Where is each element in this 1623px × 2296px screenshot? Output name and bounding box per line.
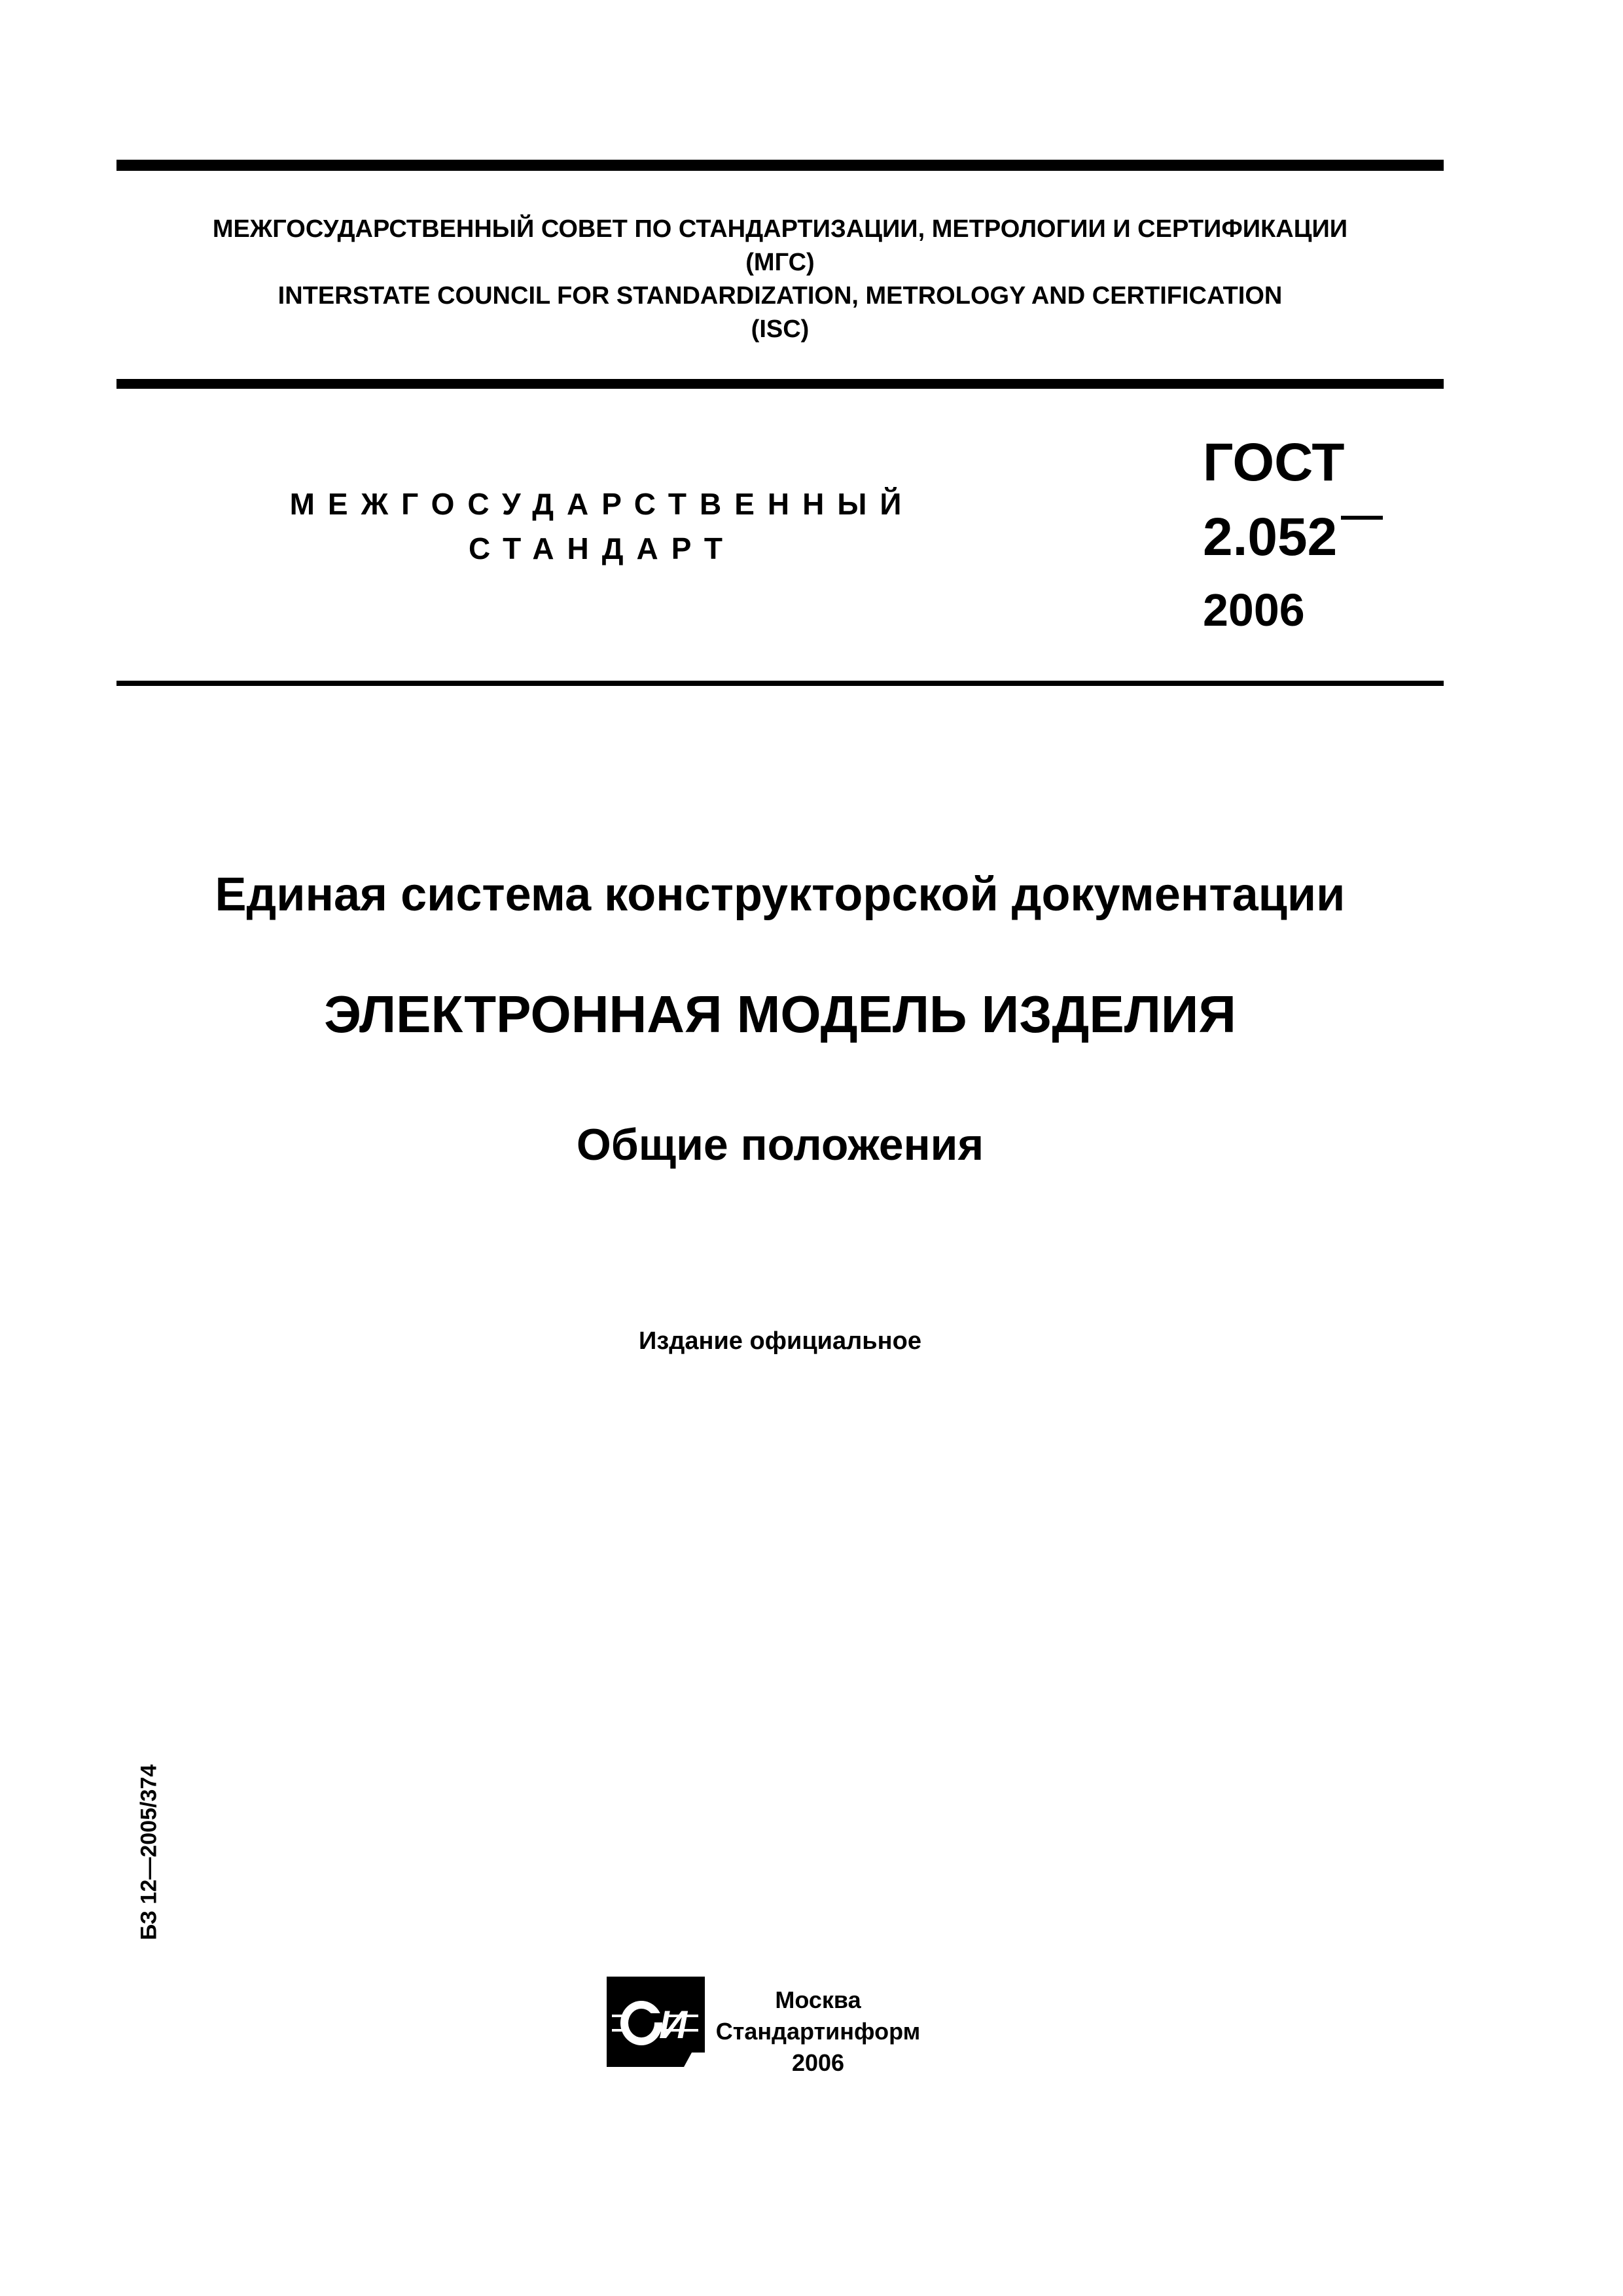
designation-year: 2006 — [1203, 584, 1305, 636]
publisher-year: 2006 — [791, 2049, 845, 2076]
designation-prefix: ГОСТ — [1203, 433, 1345, 492]
publisher-block — [707, 1984, 929, 2079]
main-title: ЭЛЕКТРОННАЯ МОДЕЛЬ ИЗДЕЛИЯ — [324, 985, 1236, 1043]
standartinform-logo-icon — [605, 1975, 710, 2070]
standard-type — [275, 482, 929, 571]
top-rule — [116, 160, 1444, 171]
designation-dash — [1341, 516, 1383, 520]
council-name-ru: МЕЖГОСУДАРСТВЕННЫЙ СОВЕТ ПО СТАНДАРТИЗАЦИИ, МЕТРОЛОГИИ И СЕРТИФИКАЦИИ — [212, 215, 1348, 243]
standard-type-line-1: МЕЖГОСУДАРСТВЕННЫЙ — [289, 487, 915, 521]
subtitle: Общие положения — [576, 1120, 984, 1170]
system-title: Единая система конструкторской документации — [215, 869, 1346, 921]
designation-number-row — [1203, 500, 1383, 575]
publisher-name: Стандартинформ — [715, 2018, 921, 2045]
council-abbr-ru: (МГС) — [745, 249, 815, 276]
council-abbr-en: (ISC) — [751, 315, 810, 343]
council-header — [116, 213, 1444, 346]
standard-designation — [1203, 425, 1383, 645]
edition-label: Издание официальное — [639, 1327, 921, 1355]
bottom-rule — [116, 681, 1444, 686]
standard-type-line-2: СТАНДАРТ — [469, 531, 736, 565]
side-registration-code: БЗ 12—2005/374 — [136, 1764, 162, 1941]
middle-rule — [116, 379, 1444, 389]
designation-number: 2.052 — [1203, 507, 1338, 567]
svg-text:И: И — [659, 2003, 688, 2047]
council-name-en: INTERSTATE COUNCIL FOR STANDARDIZATION, METROLOGY AND CERTIFICATION — [277, 282, 1283, 310]
publisher-city: Москва — [775, 1986, 861, 2013]
